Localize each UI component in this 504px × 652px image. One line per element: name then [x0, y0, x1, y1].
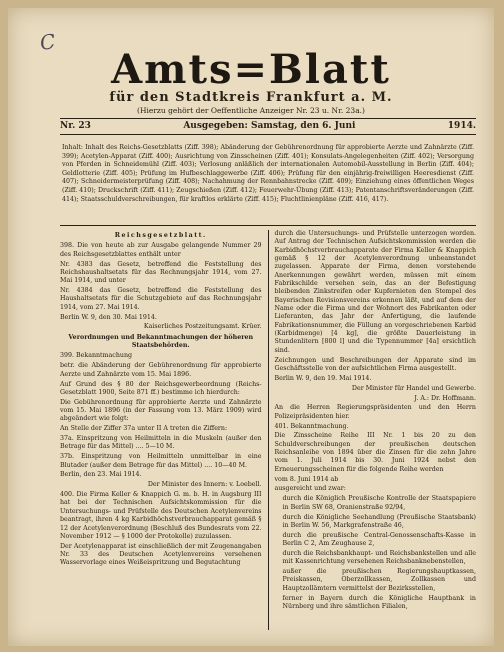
paragraph: vom 8. Juni 1914 ab — [274, 475, 339, 483]
contents-rule — [60, 225, 476, 226]
section-heading: Verordnungen und Bekanntmachungen der höheren Staatsbehörden. — [68, 333, 254, 350]
paragraph: 399. Bekanntmachung — [60, 352, 133, 360]
issue-year: 1914. — [447, 121, 476, 131]
signature-line: Der Minister für Handel und Gewerbe. — [351, 384, 476, 392]
body-columns — [60, 230, 476, 630]
publication-note: (Hierzu gehört der Oeffentliche Anzeiger Nr. 23 u. Nr. 23a.) — [137, 106, 365, 115]
left-column — [60, 230, 269, 630]
issue-date: Ausgegeben: Samstag, den 6. Juni — [183, 121, 356, 131]
paragraph: außer die preußischen Regierungshauptkassen, Preiskassen, Oberzollkassen, Zollkassen und Hauptzollämtern vermittelst der Bezirksstellen, — [282, 568, 476, 592]
section-heading: Reichsgesetzblatt. — [114, 232, 207, 239]
paragraph: betr. die Abänderung der Gebührenordnung für approbierte Aerzte und Zahnärzte vom 15. Mai 1896. — [60, 362, 262, 378]
paragraph: durch die Königlich Preußische Kontrolle der Staatspapiere in Berlin SW 68, Oranienstraße 92/94, — [282, 495, 476, 511]
paragraph: 400. Die Firma Keller & Knappich G. m. b. H. in Augsburg III hat bei der Technischen Aufsichtskommission für die Untersuchungs- und Prüfstelle des Deutschen Acetylenvereins beantragt, ihren 4 kg Karbidhöchstverbrauchapparat gemäß § 12 der Acetylenverordnung (Beschluß des Bundesrats vom 22. November 1912 — § 1000 der Protokolle) zuzulassen. — [60, 491, 262, 540]
signature-line: J. A.: Dr. Hoffmann. — [414, 394, 476, 402]
document-page — [8, 8, 494, 646]
top-rule — [60, 118, 476, 119]
publication-subtitle: für den Stadtkreis Frankfurt a. M. — [109, 90, 393, 105]
paragraph: Nr. 4384 das Gesetz, betreffend die Feststellung des Haushaltsetats für die Schutzgebiete auf das Rechnungsjahr 1914, vom 27. Mai 1914. — [60, 287, 262, 311]
paragraph: An die Herren Regierungspräsidenten und den Herrn Polizeipräsidenten hier. — [274, 404, 476, 420]
paragraph: An Stelle der Ziffer 37a unter II A treten die Ziffern: — [60, 425, 228, 433]
right-column — [269, 230, 477, 630]
paragraph: 37b. Einspritzung von Heilmitteln unmittelbar in eine Blutader (außer dem Betrage für das Mittel) .... 10—40 M. — [60, 453, 262, 469]
signature-line: Der Minister des Innern: v. Loebell. — [147, 481, 262, 489]
paragraph: Berlin W. 9, den 19. Mai 1914. — [274, 374, 372, 382]
issue-number: Nr. 23 — [60, 121, 91, 131]
paragraph: durch die Königliche Seehandlung (Preußische Staatsbank) in Berlin W. 56, Markgrafenstraße 46, — [282, 513, 476, 529]
paragraph: 398. Die von heute ab zur Ausgabe gelangende Nummer 29 des Reichsgesetzblattes enthält unter — [60, 242, 262, 258]
paragraph: Zeichnungen und Beschreibungen der Apparate sind im Geschäftsstelle von der aufsichtlichen Firma ausgestellt. — [274, 356, 476, 372]
paragraph: durch die Untersuchungs- und Prüfstelle unterzogen worden. Auf Antrag der Technischen Aufsichtskommission werden die Karbidhöchstverbrauchapparate der Firma Keller & Knappich gemäß § 12 der Acetylenverordnung unbeanstandet zugelassen. Apparate der Firma, denen vorstehende Anerkennungen gewährt werden, müssen mit einem Fabrikschilde versehen sein, das an der Befestigung bleibenden Zinkstreifen oder Kupfernieten den Stempel des Bayerischen Revisionsvereins erkennen läßt, und auf dem der Name oder die Firma und der Wohnort des Fabrikanten oder Lieferanten, das Jahr der Anfertigung, die laufende Fabrikationsnummer, die Füllung an vorgeschriebenen Karbid (Karbidmenge) [4 kg], die größte Dauerleistung in Stundenlitern [800 l] und die Typennummer [4a] ersichtlich sind. — [274, 230, 476, 354]
paragraph: Der Acetylenapparat ist einschließlich der mit Zeugenangaben Nr. 33 des Deutschen Acetylenvereins versehenen Wasservorlage eines Weißeispritzung und Begutachtung — [60, 542, 262, 567]
publication-title: Amts=Blatt — [111, 46, 391, 93]
paragraph: 401. Bekanntmachung. — [274, 422, 349, 430]
table-of-contents: Inhalt: Inhalt des Reichs-Gesetzblatts (Ziff. 398); Abänderung der Gebührenordnung für approbierte Aerzte und Zahnärzte (Ziff. 399); Acetylen-Apparat (Ziff. 400); Ausrichtung von Zinsscheinen (Ziff. 401); Konsulats-Angelegenheiten (Ziff. 402); Versorgung von Pferden in Schneidemühl (Ziff. 403); Verlosung anläßlich der internationalen Automobil-Ausstellung in Berlin (Ziff. 404); Geldlotterie (Ziff. 405); Prüfung im Hufbeschlaggewerbe (Ziff. 406); Prüfung für den einjährig-freiwilligen Heeresdienst (Ziff. 407); Schneidermeisterprüfung (Ziff. 408); Nachahmung der Rennbahnstrecke (Ziff. 409); Einziehung eines öffentlichen Weges (Ziff. 410); Druckschrift (Ziff. 411); Zeugschießen (Ziff. 412); Feuerwehr-Übung (Ziff. 413); Patentanschriftsveränderungen (Ziff. 414); Staatsschuldverschreibungen, für kraftlos erklärte (Ziff. 415); Fluchtlinienpläne (Ziff. 416, 417). — [62, 144, 474, 203]
paragraph: Die Zinsscheine Reihe III Nr. 1 bis 20 zu den Schuldverschreibungen der preußischen deutschen Reichsanleihe von 1894 über die Zinsen für die zehn Jahre vom 1. Juli 1914 bis 30. Juni 1924 nebst den Erneuerungsscheinen für die folgende Reihe werden — [274, 432, 476, 473]
paragraph: Nr. 4383 das Gesetz, betreffend die Feststellung des Reichshaushaltsetats für das Rechnungsjahr 1914, vom 27. Mai 1914, und unter — [60, 260, 262, 285]
paragraph: Auf Grund des § 80 der Reichsgewerbeordnung (Reichs-Gesetzblatt 1900, Seite 871 ff.) bestimme ich hierdurch: — [60, 380, 262, 396]
handwritten-margin-mark: C — [38, 29, 57, 55]
paragraph: ferner in Bayern durch die Königliche Hauptbank in Nürnberg und ihre sämtlichen Filialen, — [282, 594, 476, 610]
paragraph: 37a. Einspritzung von Heilmitteln in die Muskeln (außer den Betrage für das Mittel) .... 5—10 M. — [60, 435, 262, 451]
paragraph: Die Gebührenordnung für approbierte Aerzte und Zahnärzte vom 15. Mai 1896 (in der Fassung vom 13. März 1909) wird abgeändert wie folgt: — [60, 398, 262, 423]
paragraph: ausgereicht und zwar: — [274, 485, 346, 493]
signature-line: Kaiserliches Postzeitungsamt. Krüer. — [143, 323, 262, 331]
masthead — [8, 48, 494, 115]
issue-rule — [60, 134, 476, 135]
paragraph: durch die preußische Central-Genossenschafts-Kasse in Berlin C 2, Am Zeughause 2, — [282, 531, 476, 548]
paragraph: durch die Reichsbankhaupt- und Reichsbankstellen und alle mit Kassenrichtung versehenen Reichsbanknebenstellen, — [282, 549, 476, 566]
paragraph: Berlin, den 23. Mai 1914. — [60, 471, 142, 479]
issue-line — [60, 121, 476, 131]
paragraph: Berlin W. 9, den 30. Mai 1914. — [60, 313, 157, 321]
